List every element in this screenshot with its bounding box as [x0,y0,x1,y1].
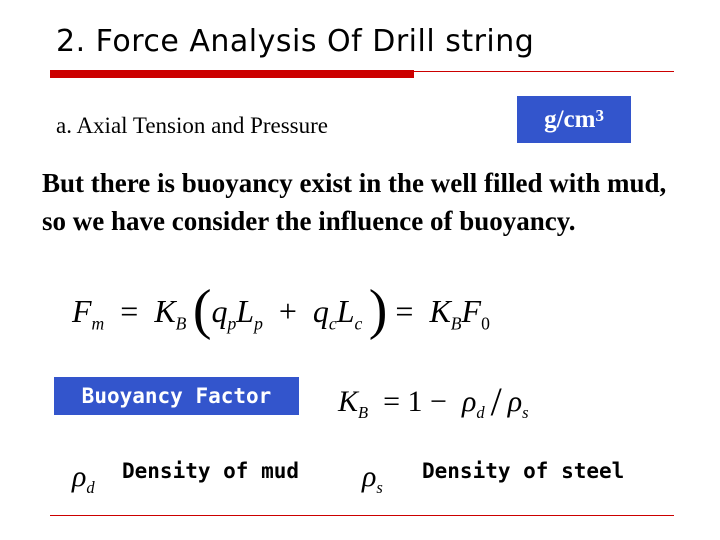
slide-title: 2. Force Analysis Of Drill string [56,24,535,59]
density-mud-label: Density of mud [122,459,300,483]
body-paragraph: But there is buoyancy exist in the well filled with mud, so we have consider the influence of buoyancy. [42,168,667,236]
rho-d-symbol: $\rho_d$ [72,460,95,497]
unit-badge [517,96,631,143]
buoyancy-factor-label: Buoyancy Factor [54,377,299,415]
unit-exponent: 3 [595,105,604,125]
title-underline-rule [414,71,674,72]
density-steel-label: Density of steel [422,459,625,483]
axial-force-equation: $F_m = K_B$ ($q_pL_p + q_cL_c$ ) = $K_BF_0$ [72,279,490,341]
buoyancy-factor-equation: $K_B = 1 - \rho_d / \rho_s$ [338,379,529,424]
title-underline-bar [50,70,414,78]
section-subtitle: a. Axial Tension and Pressure [56,113,329,138]
rho-s-symbol: $\rho_s$ [362,460,383,497]
footer-rule [50,515,674,516]
unit-base: g/cm [544,105,596,133]
